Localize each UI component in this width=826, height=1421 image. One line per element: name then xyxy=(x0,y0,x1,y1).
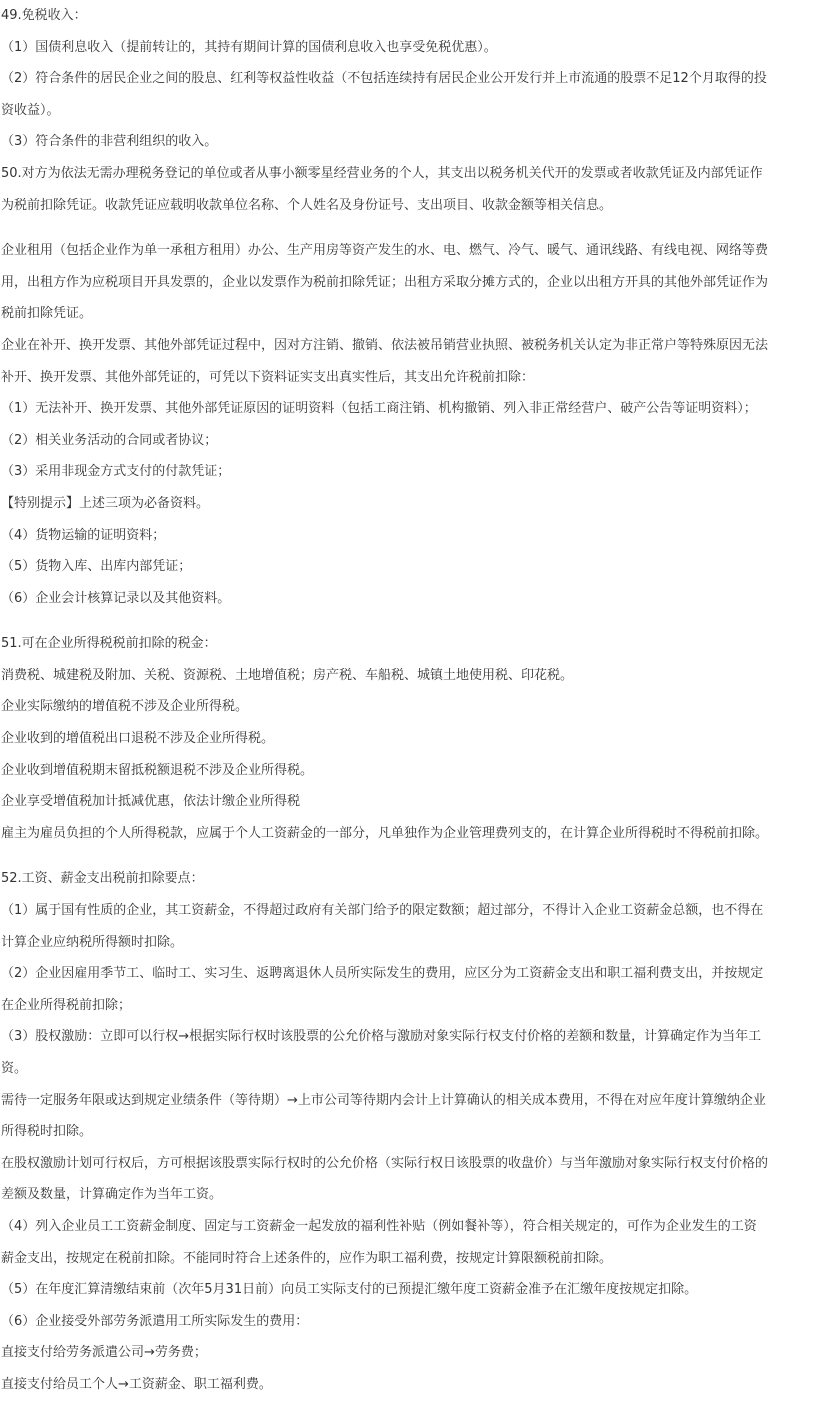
text-line: （1）无法补开、换开发票、其他外部凭证原因的证明资料（包括工商注销、机构撤销、列入非正常经营户、破产公告等证明资料）； xyxy=(1,401,757,417)
text-line: 为税前扣除凭证。收款凭证应载明收款单位名称、个人姓名及身份证号、支出项目、收款金额等相关信息。 xyxy=(1,197,613,213)
text-line: 雇主为雇员负担的个人所得税款，应属于个人工资薪金的一部分，凡单独作为企业管理费列支的，在计算企业所得税时不得税前扣除。 xyxy=(1,825,769,841)
text-line: （2）企业因雇用季节工、临时工、实习生、返聘离退休人员所实际发生的费用，应区分为工资薪金支出和职工福利费支出，并按规定 xyxy=(1,966,764,982)
text-line: 49.免税收入： xyxy=(1,8,87,23)
text-line: 薪金支出，按规定在税前扣除。不能同时符合上述条件的，应作为职工福利费，按规定计算限额税前扣除。 xyxy=(1,1250,613,1266)
text-line: （3）股权激励：立即可以行权→根据实际行权时该股票的公允价格与激励对象实际行权支付价格的差额和数量，计算确定作为当年工 xyxy=(1,1029,762,1045)
text-line: （3）符合条件的非营利组织的收入。 xyxy=(1,134,218,150)
text-line: 用，出租方作为应税项目开具发票的，企业以发票作为税前扣除凭证；出租方采取分摊方式的，企业以出租方开具的其他外部凭证作为 xyxy=(1,274,769,290)
text-line: （3）采用非现金方式支付的付款凭证； xyxy=(1,464,231,480)
text-line: （6）企业接受外部劳务派遣用工所实际发生的费用： xyxy=(1,1313,309,1329)
text-line: 企业租用（包括企业作为单一承租方租用）办公、生产用房等资产发生的水、电、燃气、冷气、暖气、通讯线路、有线电视、网络等费 xyxy=(1,243,769,259)
text-line: （4）货物运输的证明资料； xyxy=(1,527,166,543)
paragraph-gap xyxy=(1,849,825,863)
text-line: （1）国债利息收入（提前转让的，其持有期间计算的国债利息收入也享受免税优惠）。 xyxy=(1,39,497,55)
text-line: 企业收到增值税期末留抵税额退税不涉及企业所得税。 xyxy=(1,762,314,778)
document-body xyxy=(1,0,825,1401)
text-line: 在股权激励计划可行权后，方可根据该股票实际行权时的公允价格（实际行权日该股票的收盘价）与当年激励对象实际行权支付价格的 xyxy=(1,1155,769,1171)
text-line: 需待一定服务年限或达到规定业绩条件（等待期）→上市公司等待期内会计上计算确认的相关成本费用，不得在对应年度计算缴纳企业 xyxy=(1,1092,766,1108)
text-line: （6）企业会计核算记录以及其他资料。 xyxy=(1,590,231,606)
text-line: 企业实际缴纳的增值税不涉及企业所得税。 xyxy=(1,699,249,715)
text-line: 所得税时扣除。 xyxy=(1,1124,93,1140)
text-line: （5）在年度汇算清缴结束前（次年5月31日前）向员工实际支付的已预提汇缴年度工资薪金准予在汇缴年度按规定扣除。 xyxy=(1,1282,698,1298)
text-line: 差额及数量，计算确定作为当年工资。 xyxy=(1,1187,223,1203)
text-line: 50.对方为依法无需办理税务登记的单位或者从事小额零星经营业务的个人，其支出以税务机关代开的发票或者收款凭证及内部凭证作 xyxy=(1,165,763,181)
text-line: （2）符合条件的居民企业之间的股息、红利等权益性收益（不包括连续持有居民企业公开发行并上市流通的股票不足12个月取得的投 xyxy=(1,71,767,87)
text-line: 企业收到的增值税出口退税不涉及企业所得税。 xyxy=(1,731,275,747)
text-line: 52.工资、薪金支出税前扣除要点： xyxy=(1,871,204,887)
text-line: 企业在补开、换开发票、其他外部凭证过程中，因对方注销、撤销、依法被吊销营业执照、被税务机关认定为非正常户等特殊原因无法 xyxy=(1,337,769,353)
text-line: 企业享受增值税加计抵减优惠，依法计缴企业所得税 xyxy=(1,794,301,810)
text-line: 直接支付给劳务派遣公司→劳务费； xyxy=(1,1345,207,1361)
paragraph-gap xyxy=(1,614,825,628)
text-line: 直接支付给员工个人→工资薪金、职工福利费。 xyxy=(1,1376,272,1392)
text-line: 税前扣除凭证。 xyxy=(1,306,93,322)
text-line: 在企业所得税前扣除； xyxy=(1,997,132,1013)
text-line: 消费税、城建税及附加、关税、资源税、土地增值税；房产税、车船税、城镇土地使用税、印花税。 xyxy=(1,667,574,683)
text-line: （1）属于国有性质的企业，其工资薪金，不得超过政府有关部门给予的限定数额；超过部分，不得计入企业工资薪金总额，也不得在 xyxy=(1,903,764,919)
paragraph-gap xyxy=(1,221,825,235)
text-line: 资收益）。 xyxy=(1,102,60,118)
text-line: （5）货物入库、出库内部凭证； xyxy=(1,559,192,575)
text-line: （2）相关业务活动的合同或者协议； xyxy=(1,432,218,448)
text-line: 计算企业应纳税所得额时扣除。 xyxy=(1,934,184,950)
text-line: （4）列入企业员工工资薪金制度、固定与工资薪金一起发放的福利性补贴（例如餐补等），符合相关规定的，可作为企业发生的工资 xyxy=(1,1218,757,1234)
text-line: 补开、换开发票、其他外部凭证的，可凭以下资料证实支出真实性后，其支出允许税前扣除： xyxy=(1,369,535,385)
text-line: 51.可在企业所得税税前扣除的税金： xyxy=(1,636,217,652)
text-line: 资。 xyxy=(1,1061,28,1076)
text-line: 【特别提示】上述三项为必备资料。 xyxy=(1,495,210,511)
